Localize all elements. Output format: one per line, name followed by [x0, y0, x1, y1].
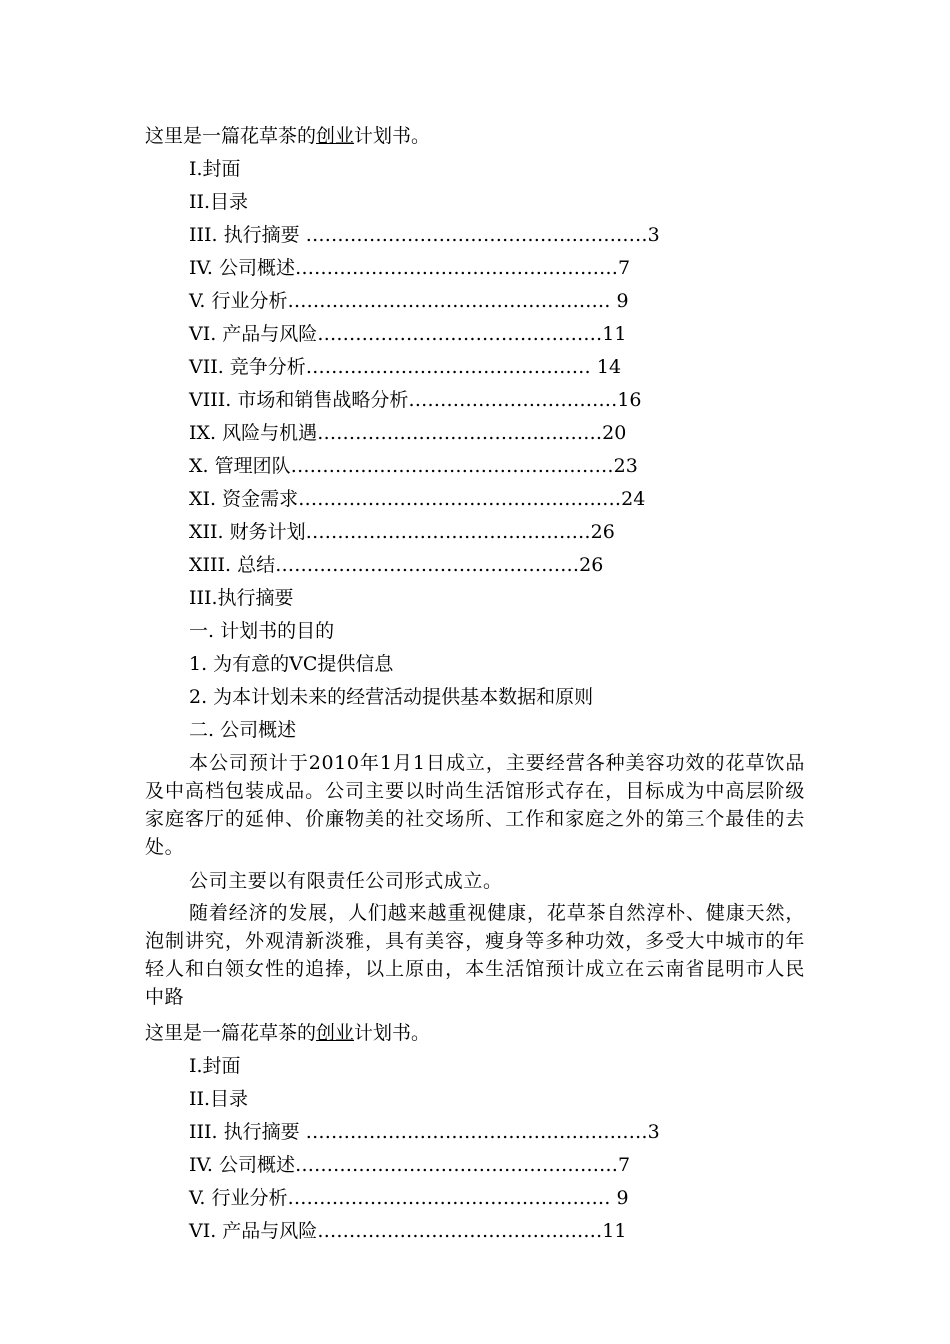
toc-item: VII. 竞争分析……………………………………… 14: [189, 356, 622, 378]
subsection-title: 二. 公司概述: [189, 719, 297, 741]
toc-item: IV. 公司概述……………………………………………7: [189, 1154, 631, 1176]
toc-item: II.目录: [189, 191, 249, 213]
intro-link[interactable]: 创业: [316, 125, 355, 147]
body-paragraph: 公司主要以有限责任公司形式成立。: [189, 870, 503, 892]
intro-line: [145, 120, 805, 153]
toc-item: II.目录: [189, 1088, 249, 1110]
toc-item: V. 行业分析…………………………………………… 9: [189, 1187, 629, 1209]
intro-suffix: 计划书。: [354, 125, 431, 147]
intro-line: [145, 1017, 805, 1050]
toc-item: VIII. 市场和销售战略分析……………………………16: [189, 389, 642, 411]
toc-item: IX. 风险与机遇………………………………………20: [189, 422, 627, 444]
toc-item: VI. 产品与风险………………………………………11: [189, 323, 627, 345]
list-item: 1. 为有意的VC提供信息: [189, 653, 394, 675]
document-page: [145, 120, 805, 1248]
toc-item: VI. 产品与风险………………………………………11: [189, 1220, 627, 1242]
list-item: 2. 为本计划未来的经营活动提供基本数据和原则: [189, 686, 594, 708]
toc-item: XIII. 总结…………………………………………26: [189, 554, 604, 576]
toc-item: I.封面: [189, 158, 241, 180]
toc-item: X. 管理团队……………………………………………23: [189, 455, 638, 477]
intro-suffix: 计划书。: [354, 1022, 431, 1044]
toc-item: V. 行业分析…………………………………………… 9: [189, 290, 629, 312]
toc-item: III. 执行摘要 ………………………………………………3: [189, 224, 660, 246]
body-paragraph: 本公司预计于2010年1月1日成立，主要经营各种美容功效的花草饮品及中高档包装成品。公司主要以时尚生活馆形式存在，目标成为中高层阶级家庭客厅的延伸、价廉物美的社交场所、工作和家庭之外的第三个最佳的去处。: [145, 752, 805, 858]
toc-item: XII. 财务计划………………………………………26: [189, 521, 615, 543]
toc-item: III. 执行摘要 ………………………………………………3: [189, 1121, 660, 1143]
toc-item: I.封面: [189, 1055, 241, 1077]
subsection-title: 一. 计划书的目的: [189, 620, 335, 642]
toc-item: XI. 资金需求……………………………………………24: [189, 488, 646, 510]
section-title: III.执行摘要: [189, 587, 294, 609]
toc-item: IV. 公司概述……………………………………………7: [189, 257, 631, 279]
intro-prefix: 这里是一篇花草茶的: [145, 125, 317, 147]
intro-link[interactable]: 创业: [316, 1022, 355, 1044]
intro-prefix: 这里是一篇花草茶的: [145, 1022, 317, 1044]
body-paragraph: 随着经济的发展，人们越来越重视健康，花草茶自然淳朴、健康天然，泡制讲究，外观清新淡雅，具有美容，瘦身等多种功效，多受大中城市的年轻人和白领女性的追捧，以上原由，本生活馆预计成立在云南省昆明市人民中路: [145, 902, 805, 1008]
